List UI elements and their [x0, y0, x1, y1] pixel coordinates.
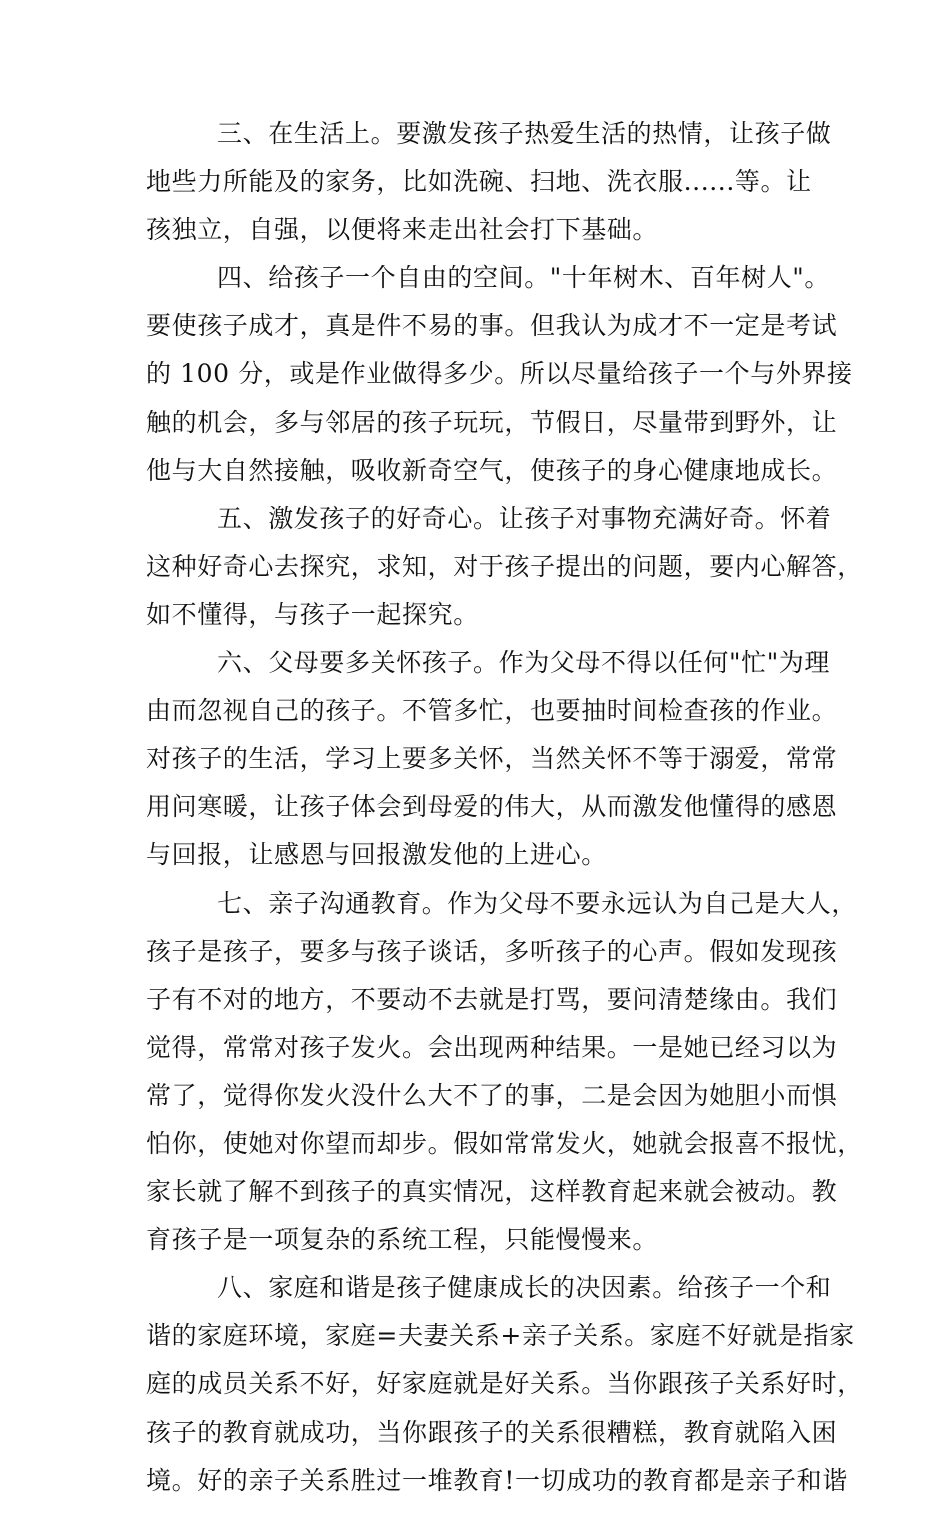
text-line: 地些力所能及的家务，比如洗碗、扫地、洗衣服......等。让	[146, 167, 812, 197]
text-line: 庭的成员关系不好，好家庭就是好关系。当你跟孩子关系好时，	[146, 1369, 863, 1399]
text-line: 八、家庭和谐是孩子健康成长的决因素。给孩子一个和	[217, 1273, 832, 1303]
text-line: 如不懂得，与孩子一起探究。	[146, 599, 479, 629]
body-text	[146, 119, 863, 1516]
text-line: 由而忽视自己的孩子。不管多忙，也要抽时间检查孩的作业。	[146, 696, 838, 726]
text-line: 孩子是孩子，要多与孩子谈话，多听孩子的心声。假如发现孩	[146, 936, 838, 966]
text-line: 觉得，常常对孩子发火。会出现两种结果。一是她已经习以为	[146, 1032, 838, 1062]
text-line: 用问寒暖，让孩子体会到母爱的伟大，从而激发他懂得的感恩	[146, 792, 838, 822]
text-line: 的 100 分，或是作业做得多少。所以尽量给孩子一个与外界接	[146, 359, 853, 389]
text-line: 孩子的教育就成功，当你跟孩子的关系很糟糕，教育就陷入困	[146, 1417, 838, 1447]
text-line: 要使孩子成才，真是件不易的事。但我认为成才不一定是考试	[146, 311, 838, 341]
text-line: 与回报，让感恩与回报激发他的上进心。	[146, 840, 607, 870]
text-line: 境。好的亲子关系胜过一堆教育!一切成功的教育都是亲子和谐	[146, 1465, 848, 1495]
text-line: 触的机会，多与邻居的孩子玩玩，节假日，尽量带到野外，让	[146, 407, 838, 437]
text-line: 怕你，使她对你望而却步。假如常常发火，她就会报喜不报忧，	[146, 1128, 863, 1158]
text-line: 这种好奇心去探究，求知，对于孩子提出的问题，要内心解答，	[146, 551, 863, 581]
text-line: 孩独立，自强，以便将来走出社会打下基础。	[146, 215, 659, 245]
text-line: 育孩子是一项复杂的系统工程，只能慢慢来。	[146, 1225, 659, 1255]
text-line: 子有不对的地方，不要动不去就是打骂，要问清楚缘由。我们	[146, 984, 838, 1014]
text-line: 七、亲子沟通教育。作为父母不要永远认为自己是大人，	[217, 888, 858, 918]
text-line: 对孩子的生活，学习上要多关怀，当然关怀不等于溺爱，常常	[146, 744, 838, 774]
text-line: 六、父母要多关怀孩子。作为父母不得以任何"忙"为理	[217, 648, 830, 678]
text-line: 谐的家庭环境，家庭=夫妻关系+亲子关系。家庭不好就是指家	[146, 1321, 855, 1351]
text-line: 常了，觉得你发火没什么大不了的事，二是会因为她胆小而惧	[146, 1080, 838, 1110]
text-line: 家长就了解不到孩子的真实情况，这样教育起来就会被动。教	[146, 1177, 838, 1207]
text-line: 他与大自然接触，吸收新奇空气，使孩子的身心健康地成长。	[146, 455, 838, 485]
text-line: 四、给孩子一个自由的空间。"十年树木、百年树人"。	[217, 263, 830, 293]
text-line: 五、激发孩子的好奇心。让孩子对事物充满好奇。怀着	[217, 503, 832, 533]
text-line: 三、在生活上。要激发孩子热爱生活的热情，让孩子做	[217, 119, 832, 148]
